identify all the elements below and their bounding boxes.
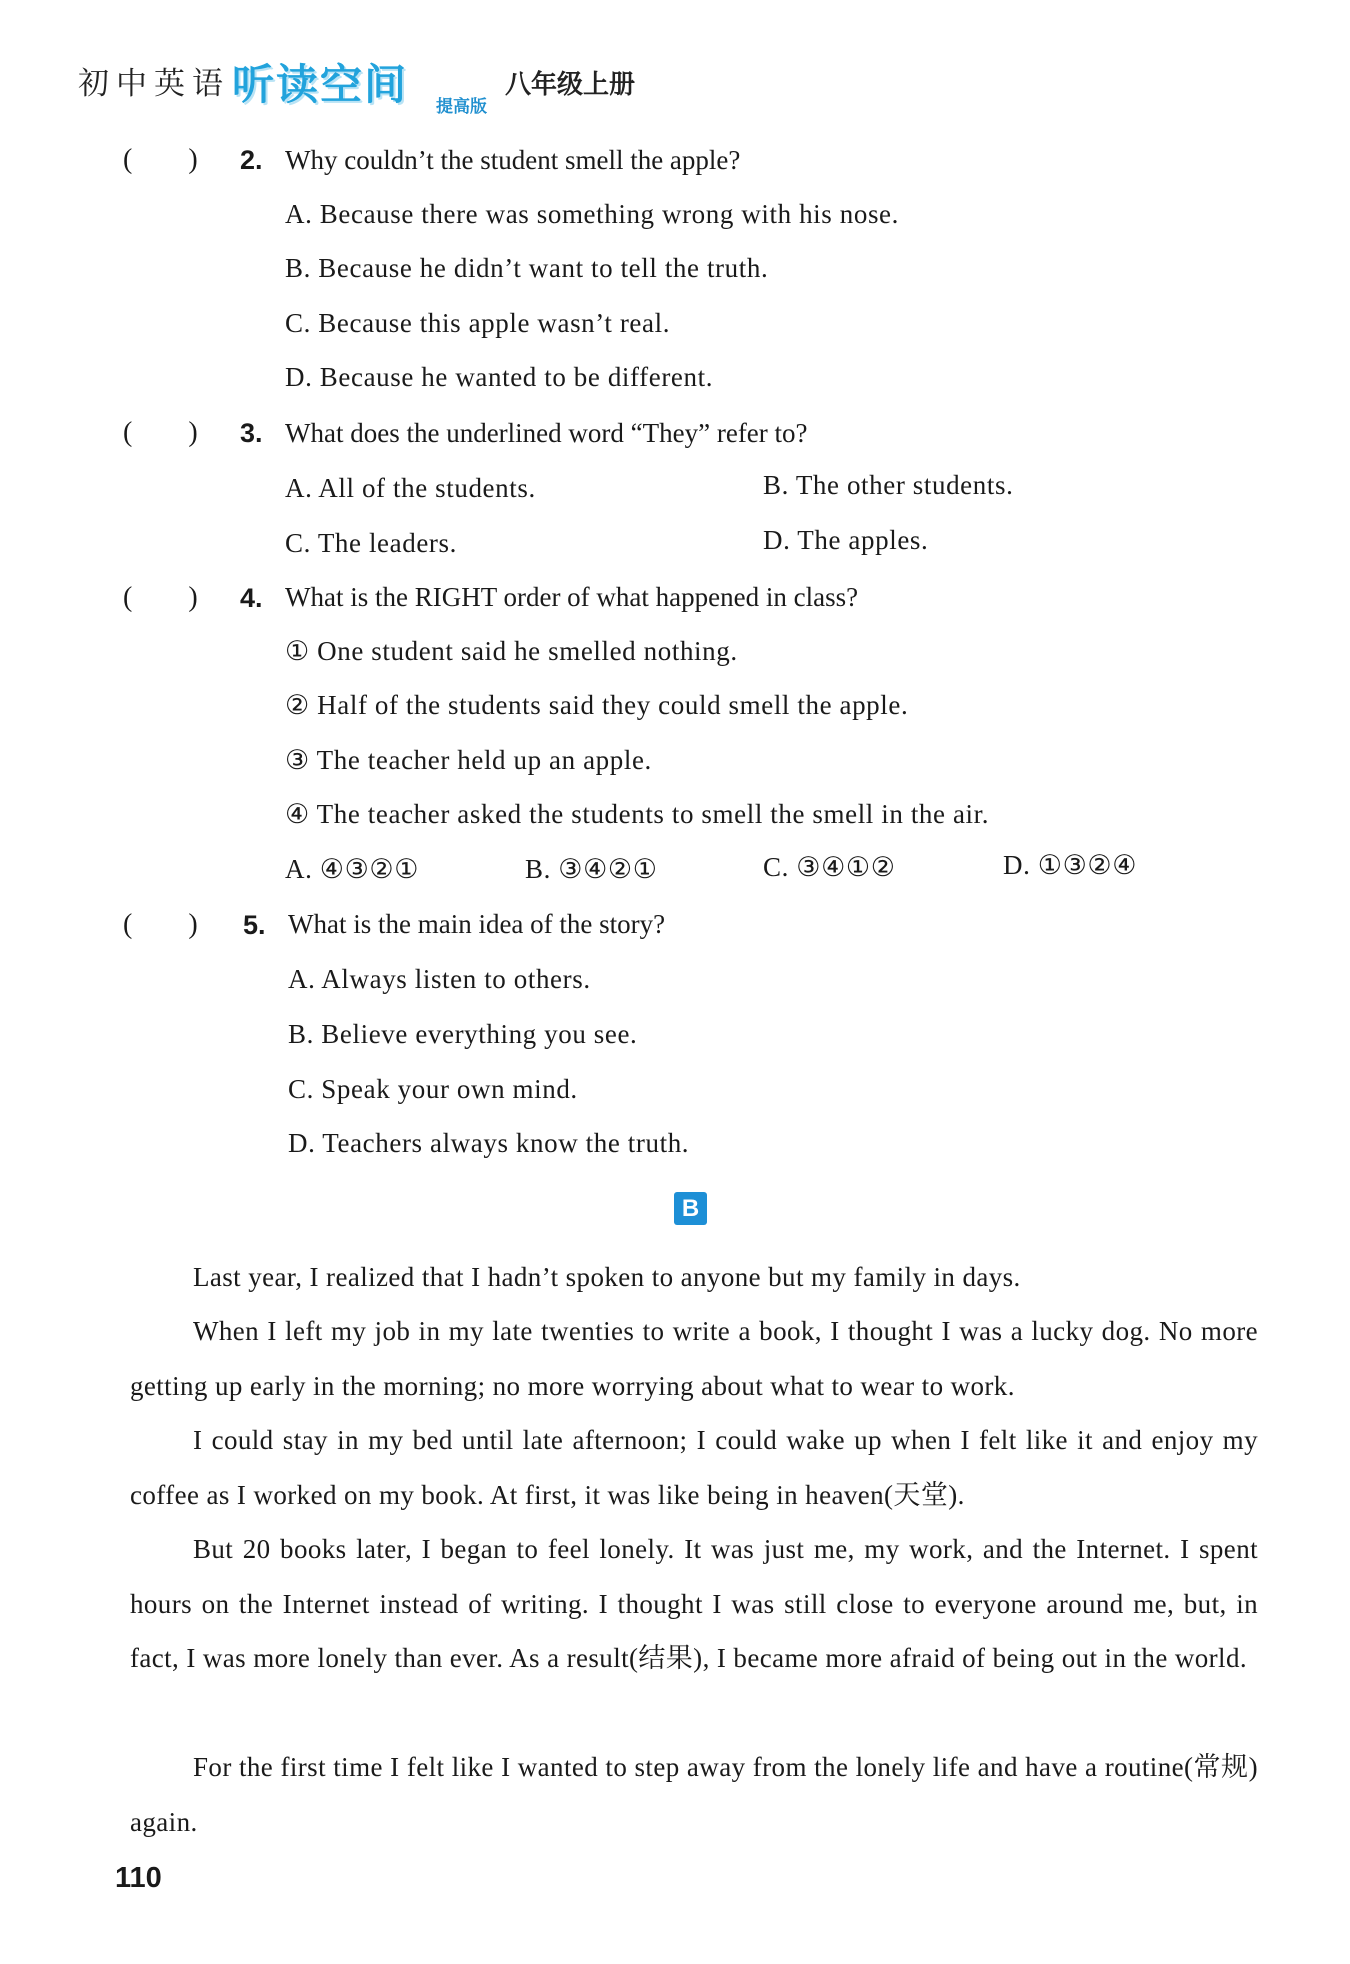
option-b: B. Because he didn’t want to tell the truth. xyxy=(285,253,769,283)
option-a: A. Because there was something wrong with his nose. xyxy=(285,199,899,229)
event-item: ② Half of the students said they could smell the apple. xyxy=(285,690,909,720)
question-number: 3. xyxy=(240,418,263,448)
edition-label: 提高版 xyxy=(436,97,487,117)
option-b: B. The other students. xyxy=(763,470,1014,500)
question-stem: Why couldn’t the student smell the apple? xyxy=(285,145,741,175)
answer-blank[interactable]: ( ) xyxy=(123,144,198,175)
option-d: D. Teachers always know the truth. xyxy=(288,1128,690,1158)
option-c: C. Speak your own mind. xyxy=(288,1074,578,1104)
question-number: 5. xyxy=(243,910,266,940)
option-a: A. All of the students. xyxy=(285,473,536,503)
brand-logo: 听读空间 xyxy=(232,60,409,109)
series-title: 初中英语 xyxy=(78,66,230,101)
answer-blank[interactable]: ( ) xyxy=(123,582,198,613)
paragraph: I could stay in my bed until late afternoon; I could wake up when I felt like it and enjoy my coffee as I worked on my book. At first, it was like being in heaven(天堂). xyxy=(130,1425,1258,1510)
option-a: A. Always listen to others. xyxy=(288,964,591,994)
option-d: D. Because he wanted to be different. xyxy=(285,362,714,392)
section-b-badge: B xyxy=(674,1192,707,1225)
answer-blank[interactable]: ( ) xyxy=(123,909,198,940)
event-item: ④ The teacher asked the students to smell the smell in the air. xyxy=(285,799,990,829)
answer-blank[interactable]: ( ) xyxy=(123,417,198,448)
grade-label: 八年级上册 xyxy=(505,70,636,100)
option-c: C. The leaders. xyxy=(285,528,457,558)
question-number: 2. xyxy=(240,145,263,175)
question-stem: What does the underlined word “They” refer to? xyxy=(285,418,808,448)
question-number: 4. xyxy=(240,583,263,613)
paragraph: When I left my job in my late twenties to write a book, I thought I was a lucky dog. No more getting up early in the morning; no more worrying about what to wear to work. xyxy=(130,1316,1258,1401)
option-d: D. ①③②④ xyxy=(1003,850,1138,880)
paragraph: But 20 books later, I began to feel lonely. It was just me, my work, and the Internet. I spent hours on the Internet instead of writing. I thought I was still close to everyone around me, but, in fact, I was more lonely than ever. As a result(结果), I became more afraid of being out in the world. xyxy=(130,1534,1258,1673)
question-stem: What is the RIGHT order of what happened in class? xyxy=(285,582,859,612)
option-b: B. Believe everything you see. xyxy=(288,1019,638,1049)
option-d: D. The apples. xyxy=(763,525,929,555)
paragraph: For the first time I felt like I wanted to step away from the lonely life and have a routine(常规) again. xyxy=(130,1752,1258,1837)
event-item: ③ The teacher held up an apple. xyxy=(285,745,652,775)
option-b: B. ③④②① xyxy=(525,854,658,884)
option-a: A. ④③②① xyxy=(285,854,420,884)
page-number: 110 xyxy=(115,1862,162,1894)
page-header xyxy=(0,0,1350,125)
paragraph: Last year, I realized that I hadn’t spoken to anyone but my family in days. xyxy=(193,1262,1021,1292)
event-item: ① One student said he smelled nothing. xyxy=(285,636,738,666)
question-stem: What is the main idea of the story? xyxy=(288,909,666,939)
option-c: C. ③④①② xyxy=(763,852,896,882)
option-c: C. Because this apple wasn’t real. xyxy=(285,308,671,338)
